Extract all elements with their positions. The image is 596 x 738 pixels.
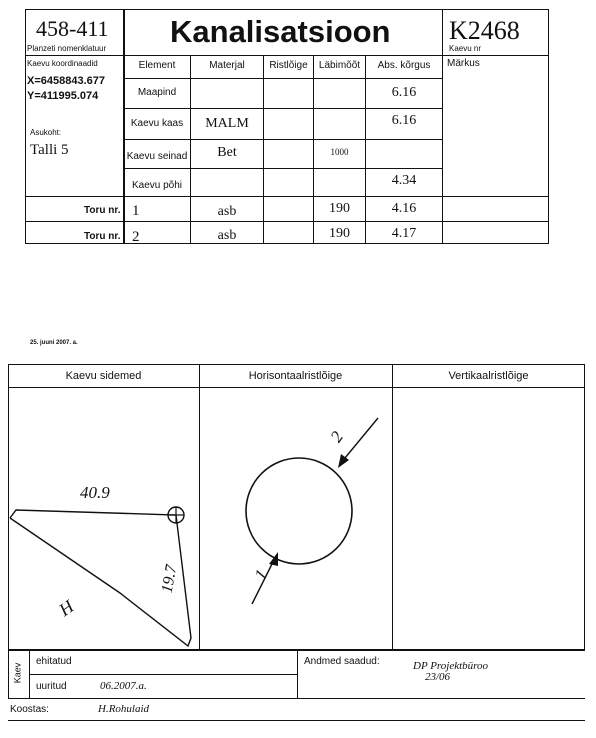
pipe-1-mark: 1 [250,566,272,584]
pipe-2-number: 2 [132,229,140,245]
surveyed-label: uuritud [36,681,67,692]
footer-left-edge [8,650,9,698]
section-sep-2 [392,364,393,650]
coords-label: Kaevu koordinaadid [27,59,98,68]
col-sep-2 [263,55,264,244]
ties-sketch [8,388,199,650]
row-sep-3 [123,168,442,169]
x-coordinate: X=6458843.677 [27,75,105,87]
footer-mid-sep [297,650,298,698]
pipe-1-height: 4.16 [391,201,417,216]
data-from-value-1: DP Projektbüroo [413,660,489,672]
document-date: 25. juuni 2007. a. [30,340,78,346]
row-sep-0 [123,78,442,79]
distance-top: 40.9 [80,483,110,502]
pipe-2-label: Toru nr. [84,231,121,242]
pipe-2-diameter: 190 [329,226,350,241]
footer-divider-bottom [8,698,585,699]
row-0-height: 6.16 [391,85,417,100]
pipe-1-material: asb [217,204,237,219]
pipe-1-number: 1 [132,203,140,219]
surveyed-value: 06.2007.a. [100,680,147,692]
section-horizontal-title: Horisontaalristlõige [248,370,343,382]
header-diameter: Läbimõõt [318,60,361,71]
footer-side-label: Kaev [12,662,23,684]
pipe-1-label: Toru nr. [84,205,121,216]
pipe-2-material: asb [217,228,237,243]
y-coordinate: Y=411995.074 [27,90,99,102]
header-abs-height: Abs. kõrgus [377,60,431,71]
row-sep-1 [123,108,442,109]
header-sep-2 [442,9,443,244]
well-id: K2468 [449,16,520,45]
row-1-material: MALM [205,116,249,131]
row-2-element: Kaevu seinad [126,151,188,162]
header-material: Materjal [209,60,245,71]
built-label: ehitatud [36,656,72,667]
footer-bottom-line [8,720,585,721]
nomenclature-value: 458-411 [36,16,109,41]
row-sep-5 [25,221,549,222]
section-vertical-title: Vertikaalristlõige [448,370,529,382]
data-from-label: Andmed saadud: [304,656,380,667]
author-label: Koostas: [10,704,49,715]
row-1-element: Kaevu kaas [130,118,184,129]
distance-right: 19.7 [158,563,181,595]
pipe-2-mark: 2 [326,427,348,446]
author-value: H.Rohulaid [98,703,150,715]
location-value: Talli 5 [30,142,69,158]
well-id-label: Kaevu nr [449,44,482,53]
row-0-element: Maapind [137,87,177,98]
row-2-diameter: 1000 [330,147,349,157]
row-2-material: Bet [217,145,237,160]
page-title: Kanalisatsioon [170,14,391,49]
manhole-circle [246,458,352,564]
pipe-2-height: 4.17 [391,226,417,241]
row-sep-2 [123,139,442,140]
header-cross-section: Ristlõige [269,60,308,71]
row-sep-4 [25,196,549,197]
nomenclature-label: Planzeti nomenklatuur [27,44,107,53]
row-3-element: Kaevu põhi [131,180,183,191]
data-from-value-2: 23/06 [425,671,451,683]
corner-mark: H [55,596,78,621]
row-3-height: 4.34 [391,173,417,188]
horizontal-sketch [200,388,392,650]
section-ties-title: Kaevu sidemed [65,370,142,382]
pipe-1-diameter: 190 [329,201,350,216]
header-divider [25,55,549,56]
row-1-height: 6.16 [391,113,417,128]
location-label: Asukoht: [30,128,62,137]
footer-row-sep [29,674,297,675]
header-element: Element [138,60,176,71]
remarks-label: Märkus [447,58,480,69]
pipe-1-arrowhead-icon [269,552,278,566]
